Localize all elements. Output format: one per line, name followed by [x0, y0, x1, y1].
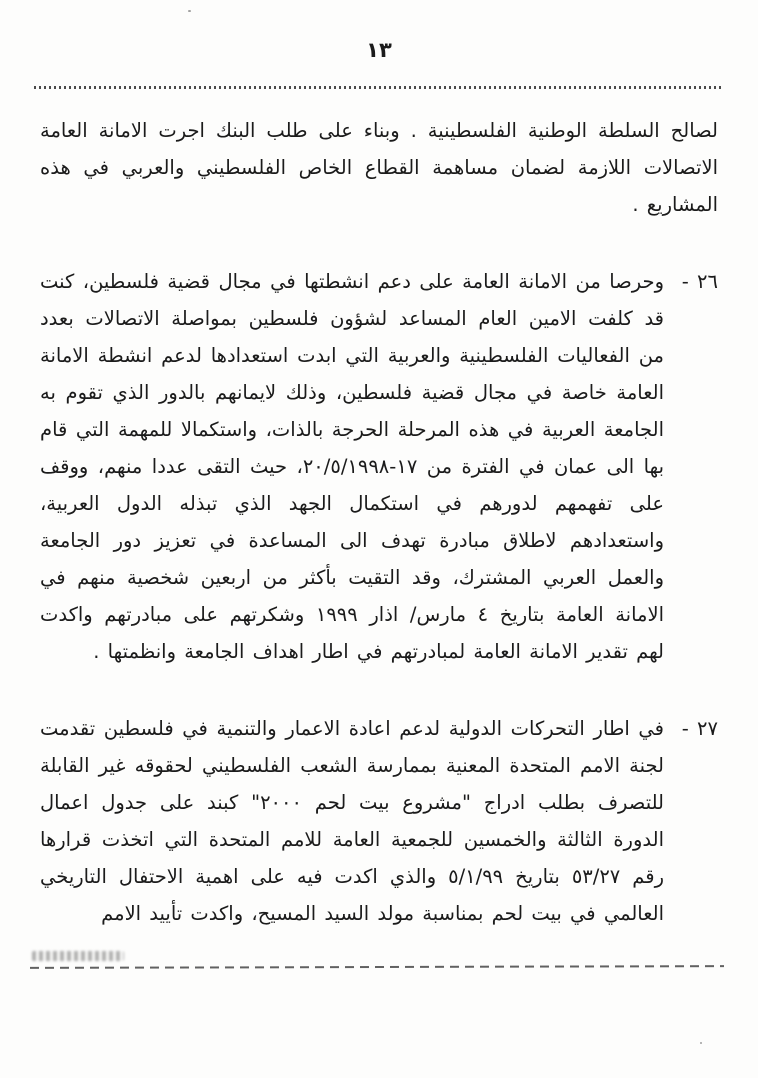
item-text-26: وحرصا من الامانة العامة على دعم انشطتها في مجال قضية فلسطين، كنت قد كلفت الامين العام المساعد لشؤون فلسطين بمواصلة الاتصالات بعدد من الفعاليات الفلسطينية والعربية التي ابدت استعدادها لدعم انشطة الامانة العامة خاصة في مجال قضية فلسطين، وذلك لايمانهم بالدور الذي تقوم به الجامعة العربية في هذه المرحلة الحرجة بالذات، واستكمالا للمهمة التي قام بها الى عمان في الفترة من ١٧-٢٠/٥/١٩٩٨، حيث التقى عددا منهم، ووقف على تفهمهم لدورهم في استكمال الجهد الذي تبذله الدول العربية، واستعدادهم لاطلاق مبادرة تهدف الى المساعدة في تعزيز دور الجامعة والعمل العربي المشترك، وقد التقيت بأكثر من اربعين شخصية منهم في الامانة العامة بتاريخ ٤ مارس/ اذار ١٩٩٩ وشكرتهم على مبادرتهم واكدت لهم تقدير الامانة العامة لمبادرتهم في اطار اهداف الجامعة وانظمتها . [40, 270, 665, 663]
paragraph-item-26 [40, 263, 718, 670]
item-text-27: في اطار التحركات الدولية لدعم اعادة الاعمار والتنمية في فلسطين تقدمت لجنة الامم المتحدة المعنية بممارسة الشعب الفلسطيني لحقوقه غير القابلة للتصرف بطلب ادراج "مشروع بيت لحم ٢٠٠٠" كبند على جدول اعمال الدورة الثالثة والخمسين للجمعية العامة للامم المتحدة التي اتخذت قرارها رقم ٥٣/٢٧ بتاريخ ٥/١/٩٩ والذي اكدت فيه على اهمية الاحتفال التاريخي العالمي في بيت لحم بمناسبة مولد السيد المسيح، واكدت تأييد الامم [40, 717, 664, 925]
document-body [40, 112, 718, 932]
scan-speck [188, 10, 191, 12]
scan-speck [700, 1042, 702, 1044]
header-divider-rule [34, 86, 724, 89]
item-number-27: ٢٧ - [681, 717, 718, 740]
footer-divider-rule [30, 965, 724, 969]
item-number-26: ٢٦ - [681, 270, 718, 293]
paragraph-item-27 [40, 710, 718, 932]
page-number: ١٣ [366, 38, 392, 62]
intro-paragraph: لصالح السلطة الوطنية الفلسطينية . وبناء على طلب البنك اجرت الامانة العامة الاتصالات اللازمة لضمان مساهمة القطاع الخاص الفلسطيني والعربي في هذه المشاريع . [40, 119, 718, 216]
footer-illegible-smudge [32, 951, 124, 961]
